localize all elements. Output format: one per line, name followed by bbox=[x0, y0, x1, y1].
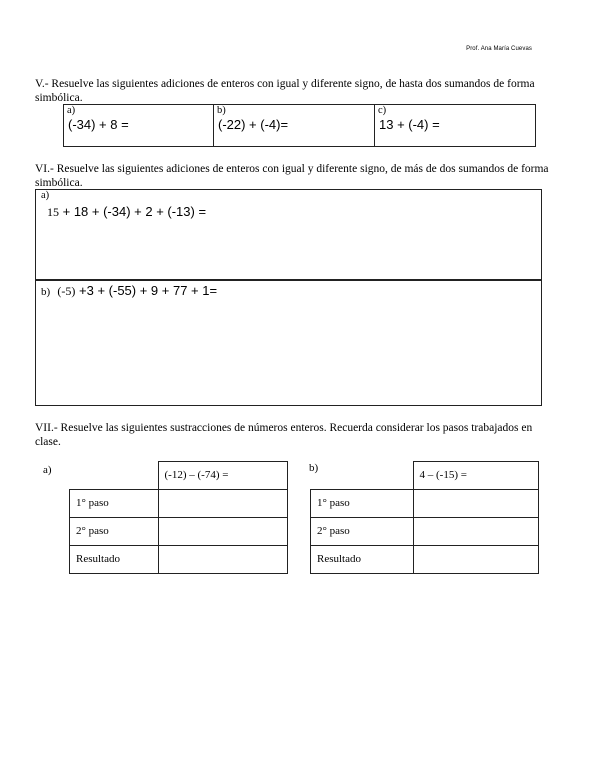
answer-cell[interactable] bbox=[158, 545, 288, 573]
item-label: c) bbox=[378, 105, 387, 116]
answer-cell[interactable] bbox=[413, 545, 539, 573]
section5-cell-b[interactable] bbox=[214, 105, 375, 147]
step-label: 1° paso bbox=[311, 489, 414, 517]
step-label: 1° paso bbox=[70, 489, 159, 517]
answer-cell[interactable] bbox=[413, 517, 539, 545]
table-a-label: a) bbox=[43, 464, 52, 476]
expression-line bbox=[36, 202, 541, 220]
step-label: Resultado bbox=[70, 545, 159, 573]
answer-cell[interactable] bbox=[413, 489, 539, 517]
expression: (-34) + 8 = bbox=[68, 117, 129, 132]
item-label: b) bbox=[217, 105, 226, 116]
author-header: Prof. Ana María Cuevas bbox=[466, 46, 532, 52]
section5-cell-c[interactable] bbox=[375, 105, 536, 147]
first-term: (-5) bbox=[57, 284, 76, 298]
section6-instruction: VI.- Resuelve las siguientes adiciones de enteros con igual y diferente signo, de más de dos sumandos de forma simbólica. bbox=[35, 163, 549, 189]
step-label: Resultado bbox=[311, 545, 414, 573]
expression: 13 + (-4) = bbox=[379, 117, 440, 132]
item-label: a) bbox=[67, 105, 76, 116]
expression-cell: (-12) – (-74) = bbox=[158, 462, 288, 490]
section5-cell-a[interactable] bbox=[64, 105, 214, 147]
section5-instruction: V.- Resuelve las siguientes adiciones de enteros con igual y diferente signo, de hasta dos sumandos de forma simbólica. bbox=[35, 78, 535, 104]
answer-cell[interactable] bbox=[158, 517, 288, 545]
step-label: 2° paso bbox=[70, 517, 159, 545]
expression: + 18 + (-34) + 2 + (-13) = bbox=[59, 204, 207, 219]
first-term: 15 bbox=[47, 205, 59, 219]
expression: +3 + (-55) + 9 + 77 + 1= bbox=[75, 283, 218, 298]
expression-cell: 4 – (-15) = bbox=[413, 462, 539, 490]
subtraction-table-b bbox=[310, 461, 539, 574]
subtraction-table-a bbox=[69, 461, 288, 574]
step-label: 2° paso bbox=[311, 517, 414, 545]
table-b-label: b) bbox=[309, 462, 319, 474]
expression-line bbox=[36, 280, 541, 299]
expression: (-22) + (-4)= bbox=[218, 117, 289, 132]
section7-instruction: VII.- Resuelve las siguientes sustracciones de números enteros. Recuerda considerar los pasos trabajados en clase. bbox=[35, 422, 533, 448]
section6-box-b[interactable] bbox=[35, 279, 542, 406]
section6-box-a[interactable] bbox=[35, 189, 542, 281]
item-label: b) bbox=[41, 286, 51, 298]
section5-table bbox=[63, 104, 536, 147]
answer-cell[interactable] bbox=[158, 489, 288, 517]
item-label: a) bbox=[41, 190, 50, 201]
